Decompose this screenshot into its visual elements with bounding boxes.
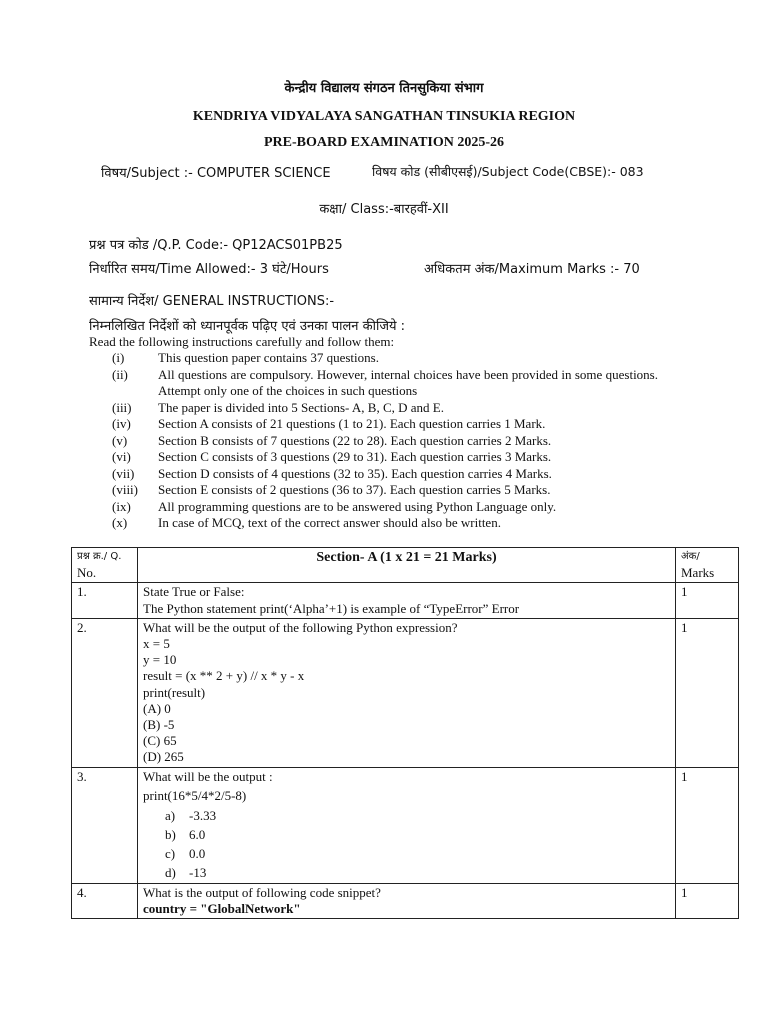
instructions-heading: सामान्य निर्देश/ GENERAL INSTRUCTIONS:- — [89, 294, 335, 309]
question-marks: 1 — [676, 583, 739, 618]
subject-label: विषय/Subject :- COMPUTER SCIENCE — [101, 166, 331, 181]
question-text: State True or False: The Python statement print(‘Alpha’+1) is example of “TypeError” Error — [138, 583, 676, 618]
max-marks: अधिकतम अंक/Maximum Marks :- 70 — [424, 262, 640, 277]
section-a-table — [71, 547, 739, 919]
option: (D) 265 — [143, 749, 184, 765]
option: a) -3.33 — [165, 808, 217, 824]
instruction-item: (x) In case of MCQ, text of the correct answer should also be written. — [112, 515, 501, 530]
question-number: 1. — [72, 583, 138, 618]
question-text: What is the output of following code snippet? country = "GlobalNetwork" — [138, 884, 676, 919]
org-title: KENDRIYA VIDYALAYA SANGATHAN TINSUKIA REGION — [192, 109, 576, 124]
table-row — [72, 618, 739, 767]
hindi-title: केन्द्रीय विद्यालय संगठन तिनसुकिया संभाग — [284, 81, 484, 96]
option: (C) 65 — [143, 733, 177, 749]
question-number: 3. — [72, 767, 138, 883]
option: d) -13 — [165, 865, 207, 881]
exam-title: PRE-BOARD EXAMINATION 2025-26 — [263, 135, 505, 150]
qno-header: प्रश्न क्र./ Q. No. — [72, 548, 138, 583]
instruction-item: (vi) Section C consists of 3 questions (29 to 31). Each question carries 3 Marks. — [112, 449, 552, 464]
question-text: What will be the output of the following Python expression? x = 5 y = 10 result = (x ** 2 + y) // x * y - x print(result) (A) 0 (B) -5 (C) 65 (D) 265 — [138, 618, 676, 767]
marks-header: अंक/ Marks — [676, 548, 739, 583]
table-row — [72, 583, 739, 618]
time-allowed: निर्धारित समय/Time Allowed:- 3 घंटे/Hours — [89, 262, 329, 277]
instructions-list — [112, 350, 658, 532]
question-number: 2. — [72, 618, 138, 767]
qp-code: प्रश्न पत्र कोड /Q.P. Code:- QP12ACS01PB25 — [89, 238, 343, 253]
option: (A) 0 — [143, 700, 171, 716]
option: c) 0.0 — [165, 846, 206, 862]
instruction-item: (iii) The paper is divided into 5 Sections- A, B, C, D and E. — [112, 399, 444, 415]
question-text: What will be the output : print(16*5/4*2/5-8) a) -3.33 b) 6.0 c) 0.0 d) -13 — [138, 767, 676, 883]
instructions-english-line: Read the following instructions carefully and follow them: — [89, 334, 395, 349]
instruction-item: (ii) All questions are compulsory. However, internal choices have been provided in some questions. Attempt only one of the choices in such questions — [112, 366, 658, 398]
subject-code-label: विषय कोड (सीबीएसई)/Subject Code(CBSE):- 083 — [372, 164, 644, 179]
class-label: कक्षा/ Class:-बारहवीं-XII — [319, 202, 449, 217]
question-marks: 1 — [676, 618, 739, 767]
section-title: Section- A (1 x 21 = 21 Marks) — [138, 548, 676, 583]
instructions-hindi-line: निम्नलिखित निर्देशों को ध्यानपूर्वक पढ़िए एवं उनका पालन कीजिये : — [89, 319, 406, 334]
question-number: 4. — [72, 884, 138, 919]
question-marks: 1 — [676, 884, 739, 919]
instruction-item: (vii) Section D consists of 4 questions (32 to 35). Each question carries 4 Marks. — [112, 465, 552, 481]
table-row — [72, 767, 739, 883]
option: (B) -5 — [143, 717, 175, 733]
table-header-row — [72, 548, 739, 583]
table-row — [72, 884, 739, 919]
instruction-item: (v) Section B consists of 7 questions (22 to 28). Each question carries 2 Marks. — [112, 432, 552, 448]
question-marks: 1 — [676, 767, 739, 883]
instruction-item: (viii) Section E consists of 2 questions (36 to 37). Each question carries 5 Marks. — [112, 482, 551, 497]
instruction-item: (iv) Section A consists of 21 questions (1 to 21). Each question carries 1 Mark. — [112, 416, 546, 431]
option: b) 6.0 — [165, 827, 206, 843]
instruction-item: (ix) All programming questions are to be answered using Python Language only. — [112, 498, 557, 514]
instruction-item: (i) This question paper contains 37 questions. — [112, 350, 379, 365]
